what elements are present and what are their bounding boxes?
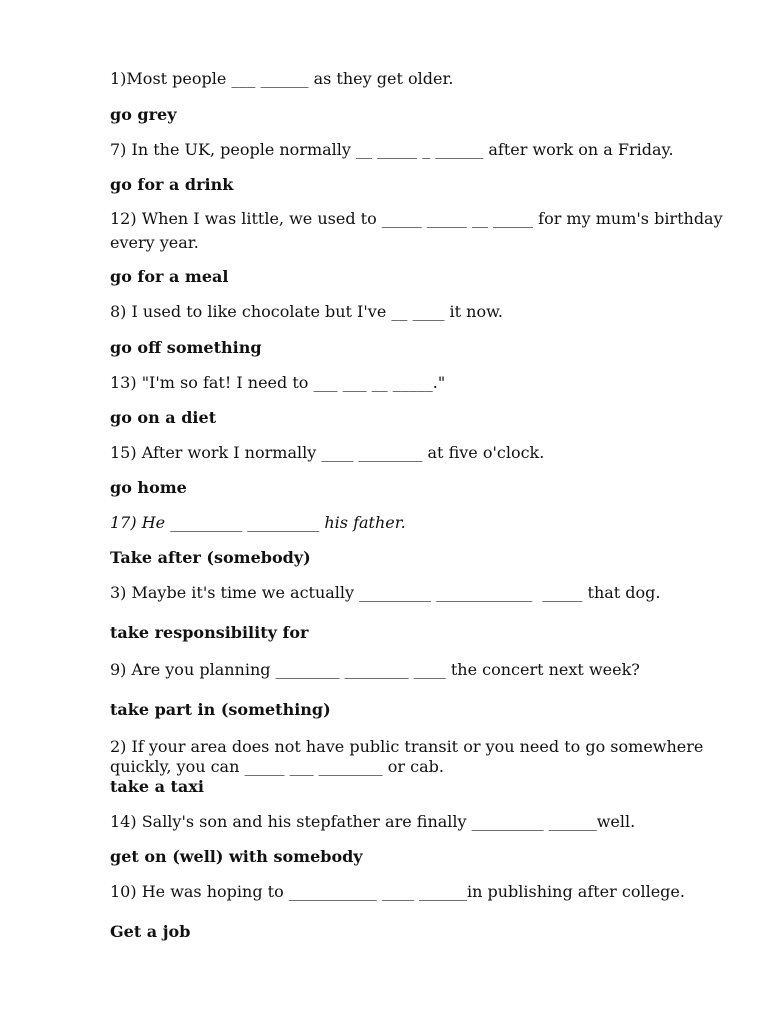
question-13: 13) "I'm so fat! I need to ___ ___ __ _____." <box>110 373 446 392</box>
question-12-line-2: every year. <box>110 233 199 252</box>
answer-2: take a taxi <box>110 777 204 796</box>
answer-12: go for a meal <box>110 267 229 286</box>
question-8: 8) I used to like chocolate but I've __ ____ it now. <box>110 302 503 321</box>
answer-3: take responsibility for <box>110 623 309 642</box>
question-7: 7) In the UK, people normally __ _____ _ ______ after work on a Friday. <box>110 140 674 159</box>
question-12-line-1: 12) When I was little, we used to _____ _____ __ _____ for my mum's birthday <box>110 209 723 228</box>
answer-10: Get a job <box>110 922 191 941</box>
question-14: 14) Sally's son and his stepfather are finally _________ ______well. <box>110 812 636 831</box>
answer-15: go home <box>110 478 187 497</box>
question-3: 3) Maybe it's time we actually _________ ____________ _____ that dog. <box>110 583 661 602</box>
question-1: 1)Most people ___ ______ as they get older. <box>110 69 454 88</box>
answer-17: Take after (somebody) <box>110 548 311 567</box>
answer-8: go off something <box>110 338 262 357</box>
answer-1: go grey <box>110 105 177 124</box>
question-10: 10) He was hoping to ___________ ____ ______in publishing after college. <box>110 882 685 901</box>
answer-13: go on a diet <box>110 408 217 427</box>
question-15: 15) After work I normally ____ ________ at five o'clock. <box>110 443 545 462</box>
question-2-line-1: 2) If your area does not have public transit or you need to go somewhere <box>110 737 704 756</box>
answer-9: take part in (something) <box>110 700 331 719</box>
answer-7: go for a drink <box>110 175 234 194</box>
question-2-line-2: quickly, you can _____ ___ ________ or cab. <box>110 757 444 776</box>
question-9: 9) Are you planning ________ ________ ____ the concert next week? <box>110 660 640 679</box>
answer-14: get on (well) with somebody <box>110 847 363 866</box>
question-17: 17) He _________ _________ his father. <box>110 513 406 532</box>
